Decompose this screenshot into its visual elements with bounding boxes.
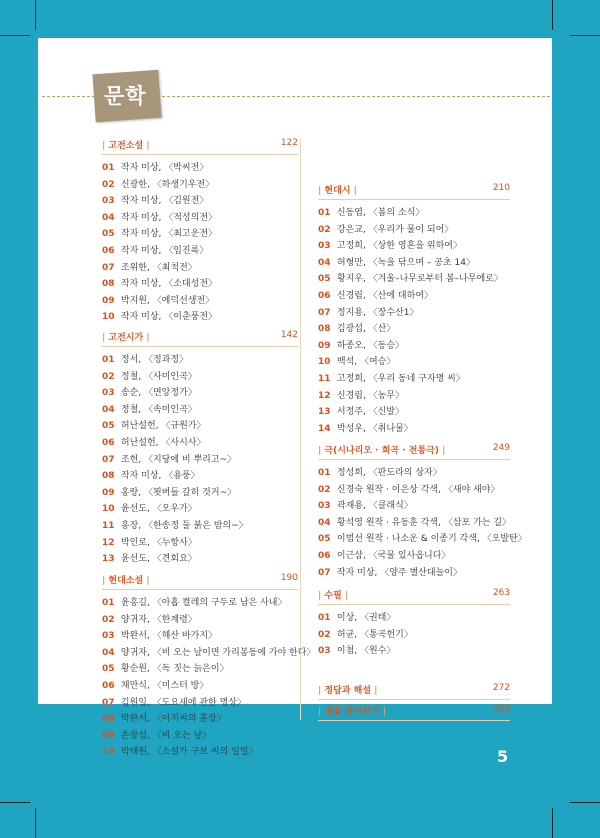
entry-title: 양귀자, 〈비 오는 날이면 가리봉동에 가야 한다〉: [120, 647, 316, 658]
toc-entry[interactable]: [318, 531, 527, 548]
heading-bar-icon: |: [318, 707, 325, 717]
toc-entry[interactable]: [102, 293, 298, 310]
toc-section: [102, 138, 298, 326]
heading-bar-icon: |: [318, 686, 325, 696]
entry-title: 정서, 〈정과정〉: [120, 355, 189, 365]
entry-number: 02: [318, 629, 331, 640]
entry-title: 백석, 〈여승〉: [336, 357, 396, 368]
frame-top: [0, 0, 600, 38]
toc-entry[interactable]: [102, 612, 298, 629]
entry-number: 01: [318, 468, 331, 478]
entry-number: 03: [102, 388, 115, 399]
entry-title: 작자 미상, 〈김원전〉: [120, 196, 209, 207]
entry-title: 윤흥길, 〈아홉 켤레의 구두로 남은 사내〉: [120, 598, 287, 608]
entry-number: 07: [318, 307, 331, 318]
heading-bar-icon: |: [318, 591, 325, 601]
entry-number: 05: [102, 421, 115, 432]
entry-title: 하종오, 〈동승〉: [336, 340, 405, 351]
toc-entry[interactable]: [102, 402, 298, 419]
toc-entry[interactable]: [318, 404, 510, 421]
heading-bar-icon: |: [371, 686, 378, 696]
entry-title: 신경림, 〈농무〉: [336, 390, 405, 401]
heading-bar-icon: |: [438, 446, 446, 456]
toc-section: [318, 183, 510, 437]
toc-entry[interactable]: [102, 535, 298, 552]
entry-title: 고정희, 〈상한 영혼을 위하여〉: [336, 241, 462, 252]
entry-title: 작자 미상, 〈양주 별산대놀이〉: [336, 567, 462, 578]
entry-number: 06: [318, 550, 331, 561]
section-title: 극(시나리오 · 희곡 · 전통극): [324, 446, 439, 456]
entry-number: 04: [318, 257, 331, 268]
heading-bar-icon: |: [318, 186, 325, 196]
toc-entry[interactable]: [102, 518, 298, 535]
entry-number: 07: [102, 262, 115, 273]
entry-title: 윤선도, 〈오우가〉: [120, 504, 197, 515]
section-page-number: 210: [492, 183, 510, 193]
heading-bar-icon: |: [143, 141, 150, 151]
toc-entry[interactable]: [102, 193, 298, 210]
toc-section: [102, 330, 298, 568]
entry-title: 신경숙 원작 · 이은상 각색, 〈새야 새야〉: [336, 484, 500, 495]
toc-entry[interactable]: [318, 610, 510, 627]
section-page-number: 190: [280, 573, 298, 583]
entry-number: 12: [318, 390, 331, 401]
entry-title: 이근삼, 〈국물 있사옵니다〉: [336, 550, 451, 561]
entry-title: 황순원, 〈독 짓는 늙은이〉: [120, 664, 229, 675]
toc-entry[interactable]: [318, 238, 510, 255]
entry-number: 03: [318, 501, 331, 512]
entry-title: 작자 미상, 〈이춘풍전〉: [120, 312, 218, 323]
entry-number: 03: [318, 241, 331, 252]
crop-mark: [35, 808, 36, 838]
entry-number: 01: [318, 613, 331, 623]
entry-number: 04: [318, 517, 331, 528]
toc-section: [102, 573, 316, 761]
entry-title: 정지용, 〈장수산1〉: [336, 307, 419, 318]
section-page-number: 285: [492, 704, 510, 714]
toc-entry[interactable]: [102, 309, 298, 326]
entry-title: 허형만, 〈녹을 닦으며 – 공초 14〉: [336, 257, 475, 268]
entry-title: 작자 미상, 〈소대성전〉: [120, 279, 218, 290]
entry-number: 10: [318, 357, 331, 368]
entry-title: 박지원, 〈예덕선생전〉: [120, 295, 215, 306]
toc-entry[interactable]: [318, 548, 510, 565]
heading-bar-icon: |: [143, 333, 150, 343]
section-page-number: 122: [280, 138, 298, 148]
section-heading[interactable]: [318, 588, 510, 605]
entry-number: 02: [318, 484, 331, 495]
toc-entry[interactable]: [102, 661, 298, 678]
toc-entry[interactable]: [102, 243, 298, 260]
crop-mark: [0, 802, 30, 803]
entry-title: 김광섭, 〈산〉: [336, 324, 396, 335]
entry-number: 01: [318, 208, 331, 218]
toc-entry[interactable]: [318, 255, 510, 272]
entry-title: 작자 미상, 〈박씨전〉: [120, 163, 209, 173]
toc-entry[interactable]: [102, 226, 298, 243]
entry-number: 04: [102, 647, 115, 658]
section-title: 현대시: [324, 186, 351, 196]
entry-title: 정철, 〈사미인곡〉: [120, 371, 197, 382]
toc-entry[interactable]: [318, 338, 510, 355]
entry-number: 06: [102, 245, 115, 256]
entry-number: 02: [102, 179, 115, 190]
entry-title: 작자 미상, 〈적성의전〉: [120, 212, 218, 223]
entry-number: 08: [102, 471, 115, 482]
toc-entry[interactable]: [102, 352, 298, 369]
entry-number: 05: [318, 534, 331, 545]
toc-entry[interactable]: [102, 695, 298, 712]
entry-number: 04: [102, 404, 115, 415]
entry-number: 07: [102, 697, 115, 708]
entry-title: 작자 미상, 〈용풍〉: [120, 471, 200, 482]
entry-number: 09: [102, 487, 115, 498]
entry-number: 08: [102, 279, 115, 290]
entry-number: 03: [102, 631, 115, 642]
toc-entry[interactable]: [102, 551, 298, 568]
section-title: 작품 찾아보기: [324, 707, 380, 717]
toc-entry[interactable]: [318, 222, 510, 239]
entry-title: 허균, 〈통곡헌기〉: [336, 629, 413, 640]
toc-entry[interactable]: [102, 210, 298, 227]
entry-number: 01: [102, 163, 115, 173]
section-heading[interactable]: [102, 330, 298, 347]
crop-mark: [570, 802, 600, 803]
entry-title: 곽재용, 〈클래식〉: [336, 501, 413, 512]
entry-title: 홍랑, 〈묏버들 갈히 것거~〉: [120, 487, 237, 498]
section-page-number: 142: [280, 330, 298, 340]
entry-number: 11: [318, 373, 331, 384]
page-number: 5: [497, 747, 509, 766]
toc-entry[interactable]: [318, 515, 510, 532]
toc-entry[interactable]: [102, 468, 298, 485]
toc-entry[interactable]: [102, 628, 298, 645]
toc-entry[interactable]: [318, 288, 510, 305]
toc-entry[interactable]: [318, 482, 510, 499]
section-heading[interactable]: [102, 138, 298, 155]
entry-title: 박성우, 〈취나물〉: [336, 423, 413, 434]
entry-title: 홍장, 〈한송정 둘 붉은 밤의~〉: [120, 520, 248, 531]
toc-entry[interactable]: [102, 418, 298, 435]
entry-number: 03: [318, 646, 331, 657]
heading-bar-icon: |: [341, 591, 349, 601]
entry-number: 10: [102, 312, 115, 323]
crop-mark: [35, 0, 36, 30]
entry-number: 05: [102, 229, 115, 240]
entry-title: 박인로, 〈누항사〉: [120, 537, 197, 548]
entry-number: 13: [318, 407, 331, 418]
entry-title: 송순, 〈면앙정가〉: [120, 388, 197, 399]
toc-entry[interactable]: [102, 595, 298, 612]
section-title: 현대소설: [108, 576, 144, 586]
crop-mark: [0, 35, 30, 36]
entry-title: 허난설헌, 〈사시사〉: [120, 437, 206, 448]
entry-number: 14: [318, 423, 331, 434]
section-title: 고전소설: [108, 141, 144, 151]
entry-number: 05: [318, 274, 331, 285]
toc-entry[interactable]: [102, 711, 298, 728]
section-title: 고전시가: [108, 333, 144, 343]
heading-bar-icon: |: [318, 446, 325, 456]
toc-entry[interactable]: [318, 271, 510, 288]
section-page-number: 249: [492, 443, 510, 453]
entry-title: 정철, 〈속미인곡〉: [120, 404, 197, 415]
entry-title: 신동엽, 〈봄의 소식〉: [336, 208, 425, 218]
entry-number: 01: [102, 355, 115, 365]
heading-bar-icon: |: [102, 576, 109, 586]
toc-entry[interactable]: [102, 501, 298, 518]
section-heading[interactable]: [318, 183, 510, 200]
entry-title: 서정주, 〈신발〉: [336, 407, 405, 418]
entry-number: 12: [102, 537, 115, 548]
heading-bar-icon: |: [379, 707, 387, 717]
heading-bar-icon: |: [102, 333, 109, 343]
frame-bottom: [0, 704, 600, 838]
entry-number: 06: [102, 680, 115, 691]
entry-number: 02: [102, 371, 115, 382]
toc-entry[interactable]: [102, 678, 298, 695]
toc-entry[interactable]: [102, 160, 298, 177]
toc-entry[interactable]: [102, 369, 298, 386]
entry-title: 채만식, 〈미스터 방〉: [120, 680, 209, 691]
entry-number: 06: [318, 290, 331, 301]
section-title: 수필: [324, 591, 342, 601]
entry-number: 08: [318, 324, 331, 335]
toc-entry[interactable]: [318, 465, 510, 482]
entry-title: 작자 미상, 〈최고운전〉: [120, 229, 218, 240]
toc-entry[interactable]: [318, 421, 510, 438]
toc-entry[interactable]: [102, 485, 298, 502]
toc-entry[interactable]: [102, 728, 298, 745]
entry-title: 조위한, 〈최척전〉: [120, 262, 197, 273]
section-heading[interactable]: [318, 683, 510, 700]
toc-entry[interactable]: [102, 744, 298, 761]
toc-entry[interactable]: [318, 321, 510, 338]
toc-entry[interactable]: [102, 385, 298, 402]
toc-entry[interactable]: [318, 388, 510, 405]
entry-title: 이범선 원작 · 나소운 & 이종기 각색, 〈오발탄〉: [336, 534, 527, 545]
entry-number: 09: [102, 295, 115, 306]
toc-entry[interactable]: [318, 371, 510, 388]
crop-mark: [552, 0, 553, 30]
entry-title: 박태원, 〈소설가 구보 씨의 일일〉: [120, 747, 258, 758]
toc-section: [318, 683, 510, 705]
crop-mark: [570, 35, 600, 36]
toc-entry[interactable]: [318, 305, 510, 322]
entry-number: 01: [102, 598, 115, 608]
toc-section: [318, 704, 510, 726]
heading-bar-icon: |: [350, 186, 357, 196]
toc-entry[interactable]: [102, 177, 298, 194]
toc-entry[interactable]: [318, 205, 510, 222]
toc-entry[interactable]: [102, 645, 316, 662]
section-page-number: 272: [492, 683, 510, 693]
entry-title: 윤선도, 〈견회요〉: [120, 554, 197, 565]
entry-title: 황석영 원작 · 유동훈 각색, 〈삼포 가는 길〉: [336, 517, 512, 528]
entry-title: 신광한, 〈하생기우전〉: [120, 179, 215, 190]
entry-number: 13: [102, 554, 115, 565]
toc-entry[interactable]: [318, 354, 510, 371]
entry-title: 강은교, 〈우리가 물이 되어〉: [336, 224, 454, 235]
heading-bar-icon: |: [143, 576, 150, 586]
toc-entry[interactable]: [102, 452, 298, 469]
entry-number: 10: [102, 504, 115, 515]
entry-title: 고정희, 〈우리 동네 구자명 씨〉: [336, 373, 465, 384]
entry-number: 07: [102, 454, 115, 465]
entry-number: 05: [102, 664, 115, 675]
entry-title: 양귀자, 〈한계령〉: [120, 614, 197, 625]
toc-entry[interactable]: [318, 565, 510, 582]
entry-title: 황지우, 〈겨울–나무로부터 봄–나무에로〉: [336, 274, 503, 285]
entry-number: 04: [102, 212, 115, 223]
entry-title: 신경림, 〈산에 대하여〉: [336, 290, 434, 301]
entry-number: 11: [102, 520, 115, 531]
entry-title: 김원일, 〈도요새에 관한 명상〉: [120, 697, 246, 708]
entry-title: 허난설헌, 〈규원가〉: [120, 421, 206, 432]
entry-number: 06: [102, 437, 115, 448]
entry-title: 박완서, 〈이지씨의 훈장〉: [120, 714, 226, 725]
column-divider: [300, 138, 301, 720]
entry-title: 조헌, 〈지당에 비 뿌리고~〉: [120, 454, 237, 465]
entry-number: 02: [318, 224, 331, 235]
toc-entry[interactable]: [318, 498, 510, 515]
crop-mark: [552, 808, 553, 838]
entry-number: 10: [102, 747, 115, 758]
category-title: 문학: [104, 84, 147, 108]
entry-title: 정성희, 〈판도라의 상자〉: [336, 468, 442, 478]
toc-entry[interactable]: [318, 643, 510, 660]
toc-entry[interactable]: [102, 276, 298, 293]
section-page-number: 263: [492, 588, 510, 598]
toc-entry[interactable]: [318, 627, 510, 644]
toc-entry[interactable]: [102, 435, 298, 452]
toc-section: [318, 443, 527, 581]
section-title: 정답과 해설: [324, 686, 372, 696]
toc-entry[interactable]: [102, 260, 298, 277]
entry-number: 08: [102, 714, 115, 725]
entry-number: 02: [102, 614, 115, 625]
section-heading[interactable]: [318, 704, 510, 721]
section-heading[interactable]: [102, 573, 298, 590]
heading-bar-icon: |: [102, 141, 109, 151]
entry-number: 07: [318, 567, 331, 578]
section-heading[interactable]: [318, 443, 510, 460]
entry-title: 이첨, 〈원수〉: [336, 646, 396, 657]
entry-title: 작자 미상, 〈임진록〉: [120, 245, 209, 256]
entry-number: 03: [102, 196, 115, 207]
entry-title: 박완서, 〈해산 바가지〉: [120, 631, 218, 642]
entry-number: 09: [102, 730, 115, 741]
entry-title: 이상, 〈권태〉: [336, 613, 396, 623]
entry-title: 손창섭, 〈비 오는 날〉: [120, 730, 212, 741]
toc-section: [318, 588, 510, 660]
entry-number: 09: [318, 340, 331, 351]
